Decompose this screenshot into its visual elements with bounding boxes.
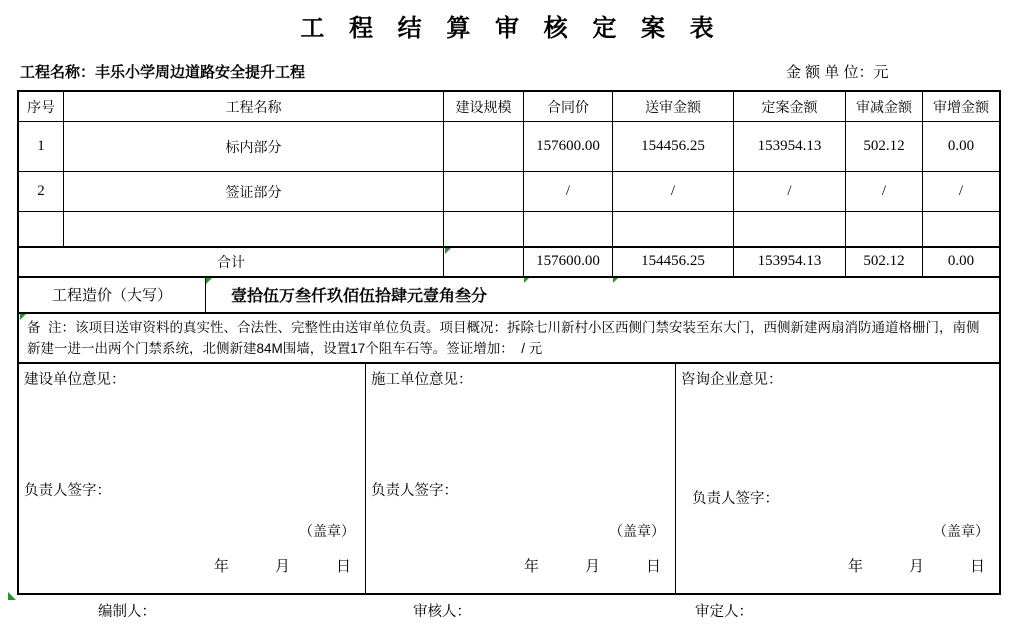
total-cell-scale [444,247,524,277]
table-cell-finalized: / [734,172,846,212]
table-cell-contract: / [524,172,613,212]
table-cell-reduced: / [846,172,923,212]
signature-label: 负责人签字： [371,483,458,499]
opinion-title: 咨询企业意见： [681,372,783,388]
month-label: 月 [584,558,600,575]
table-cell-project: 签证部分 [64,172,444,212]
opinion-title: 建设单位意见： [24,372,126,388]
green-triangle-indicator-icon [8,592,16,600]
year-label: 年 [523,558,539,575]
table-cell-contract [524,212,613,247]
green-triangle-indicator-icon [445,248,451,254]
reviewed-by-label: 审核人： [413,604,471,620]
table-cell-project [64,212,444,247]
table-cell-submitted: 154456.25 [613,122,734,172]
table-cell-contract: 157600.00 [524,122,613,172]
table-cell-finalized: 153954.13 [734,122,846,172]
table-cell-submitted [613,212,734,247]
divider [19,312,999,314]
col-header-scale: 建设规模 [444,92,524,122]
table-cell-increased: 0.00 [923,122,999,172]
amount-words-label: 工程造价（大写） [19,277,206,313]
amount-words-value: 壹拾伍万叁仟玖佰伍拾肆元壹角叁分 [206,277,999,313]
col-header-project: 工程名称 [64,92,444,122]
page-title: 工 程 结 算 审 核 定 案 表 [300,15,716,42]
day-label: 日 [645,558,661,575]
divider [19,362,999,364]
seal-label: （盖章） [299,523,355,539]
total-row-label: 合计 [19,247,444,277]
seal-label: （盖章） [609,523,665,539]
date-line [478,555,661,576]
total-cell-finalized: 153954.13 [734,247,846,277]
green-triangle-indicator-icon [613,278,618,283]
green-triangle-indicator-icon [20,314,26,320]
table-cell-scale [444,212,524,247]
divider [19,246,999,248]
project-name-label: 工程名称：丰乐小学周边道路安全提升工程 [20,64,306,81]
prepared-by-label: 编制人： [98,604,156,620]
col-header-increased: 审增金额 [923,92,999,122]
table-cell-reduced [846,212,923,247]
total-cell-reduced: 502.12 [846,247,923,277]
day-label: 日 [335,558,351,575]
total-cell-increased: 0.00 [923,247,999,277]
table-cell-project: 标内部分 [64,122,444,172]
month-label: 月 [274,558,290,575]
year-label: 年 [847,558,863,575]
col-header-contract: 合同价 [524,92,613,122]
divider [19,276,999,278]
opinion-box-construction-unit [19,363,366,593]
amount-unit-label: 金 额 单 位：元 [786,64,889,81]
table-cell-seq [19,212,64,247]
settlement-table [17,90,1001,595]
table-cell-seq: 1 [19,122,64,172]
total-cell-contract: 157600.00 [524,247,613,277]
year-label: 年 [213,558,229,575]
date-line [168,555,351,576]
green-triangle-indicator-icon [524,278,529,283]
green-triangle-indicator-icon [206,278,212,284]
signature-label: 负责人签字： [692,491,779,507]
table-cell-scale [444,172,524,212]
signature-label: 负责人签字： [24,483,111,499]
table-cell-finalized [734,212,846,247]
approved-by-label: 审定人： [695,604,753,620]
day-label: 日 [969,558,985,575]
month-label: 月 [908,558,924,575]
col-header-seq: 序号 [19,92,64,122]
table-cell-reduced: 502.12 [846,122,923,172]
seal-label: （盖章） [933,523,989,539]
col-header-finalized: 定案金额 [734,92,846,122]
date-line [802,555,985,576]
table-cell-submitted: / [613,172,734,212]
opinion-box-contractor-unit [366,363,676,593]
col-header-reduced: 审减金额 [846,92,923,122]
table-cell-increased [923,212,999,247]
table-cell-seq: 2 [19,172,64,212]
col-header-submitted: 送审金额 [613,92,734,122]
opinion-box-consulting-firm [676,363,999,593]
table-cell-scale [444,122,524,172]
total-cell-submitted: 154456.25 [613,247,734,277]
table-cell-increased: / [923,172,999,212]
opinion-title: 施工单位意见： [371,372,473,388]
remark-note: 备 注：该项目送审资料的真实性、合法性、完整性由送审单位负责。项目概况：拆除七川新村小区西侧门禁安装至东大门，西侧新建两扇消防通道格栅门，南侧新建一进一出两个门禁系统，北侧新建84M围墙，设置17个阻车石等。签证增加： / 元 [19,313,999,363]
